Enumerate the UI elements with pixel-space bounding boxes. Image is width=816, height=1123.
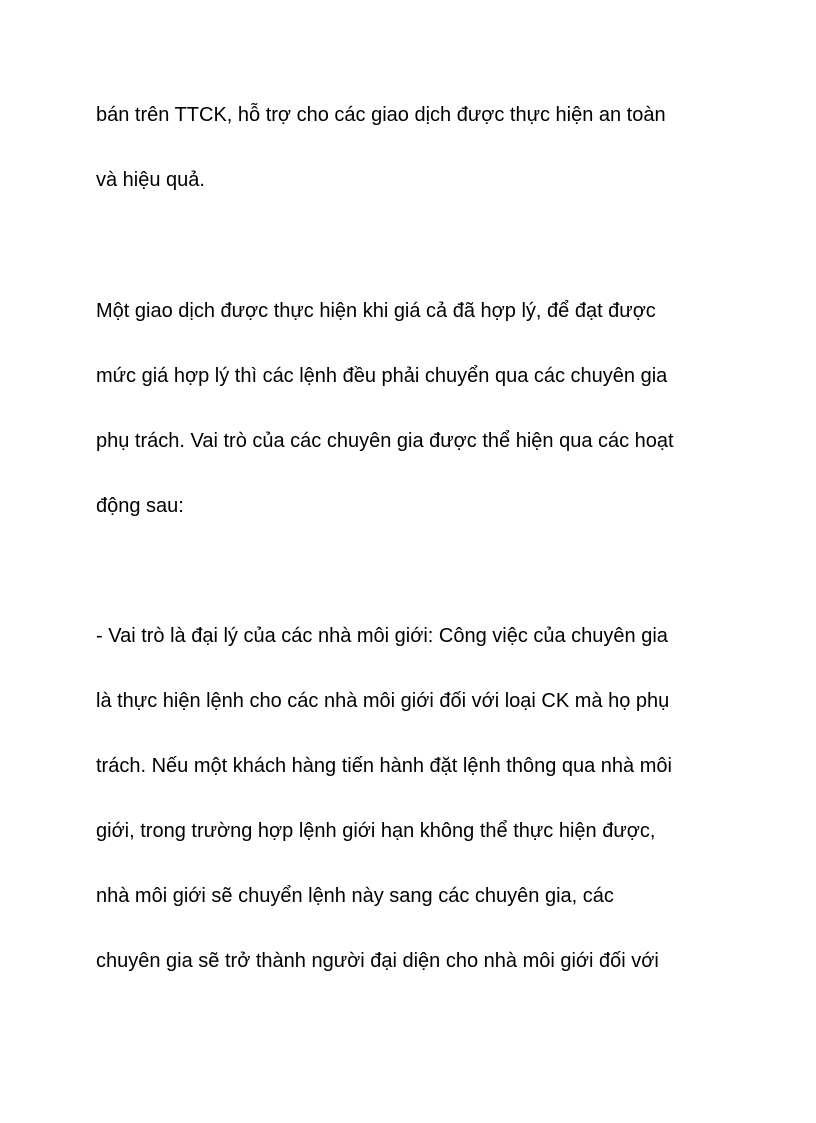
text-line: mức giá hợp lý thì các lệnh đều phải chuyển qua các chuyên gia [96, 365, 668, 387]
text-line: Một giao dịch được thực hiện khi giá cả đã hợp lý, để đạt được [96, 300, 656, 322]
text-line: - Vai trò là đại lý của các nhà môi giới: Công việc của chuyên gia [96, 625, 668, 647]
text-line: phụ trách. Vai trò của các chuyên gia được thể hiện qua các hoạt [96, 430, 674, 452]
text-line: và hiệu quả. [96, 169, 205, 191]
text-line: động sau: [96, 495, 184, 517]
text-line: bán trên TTCK, hỗ trợ cho các giao dịch được thực hiện an toàn [96, 104, 666, 126]
text-line: chuyên gia sẽ trở thành người đại diện cho nhà môi giới đối với [96, 950, 659, 972]
text-line: trách. Nếu một khách hàng tiến hành đặt lệnh thông qua nhà môi [96, 755, 672, 777]
text-line: nhà môi giới sẽ chuyển lệnh này sang các chuyên gia, các [96, 885, 614, 907]
text-line: là thực hiện lệnh cho các nhà môi giới đối với loại CK mà họ phụ [96, 690, 670, 712]
text-line: giới, trong trường hợp lệnh giới hạn không thể thực hiện được, [96, 820, 656, 842]
